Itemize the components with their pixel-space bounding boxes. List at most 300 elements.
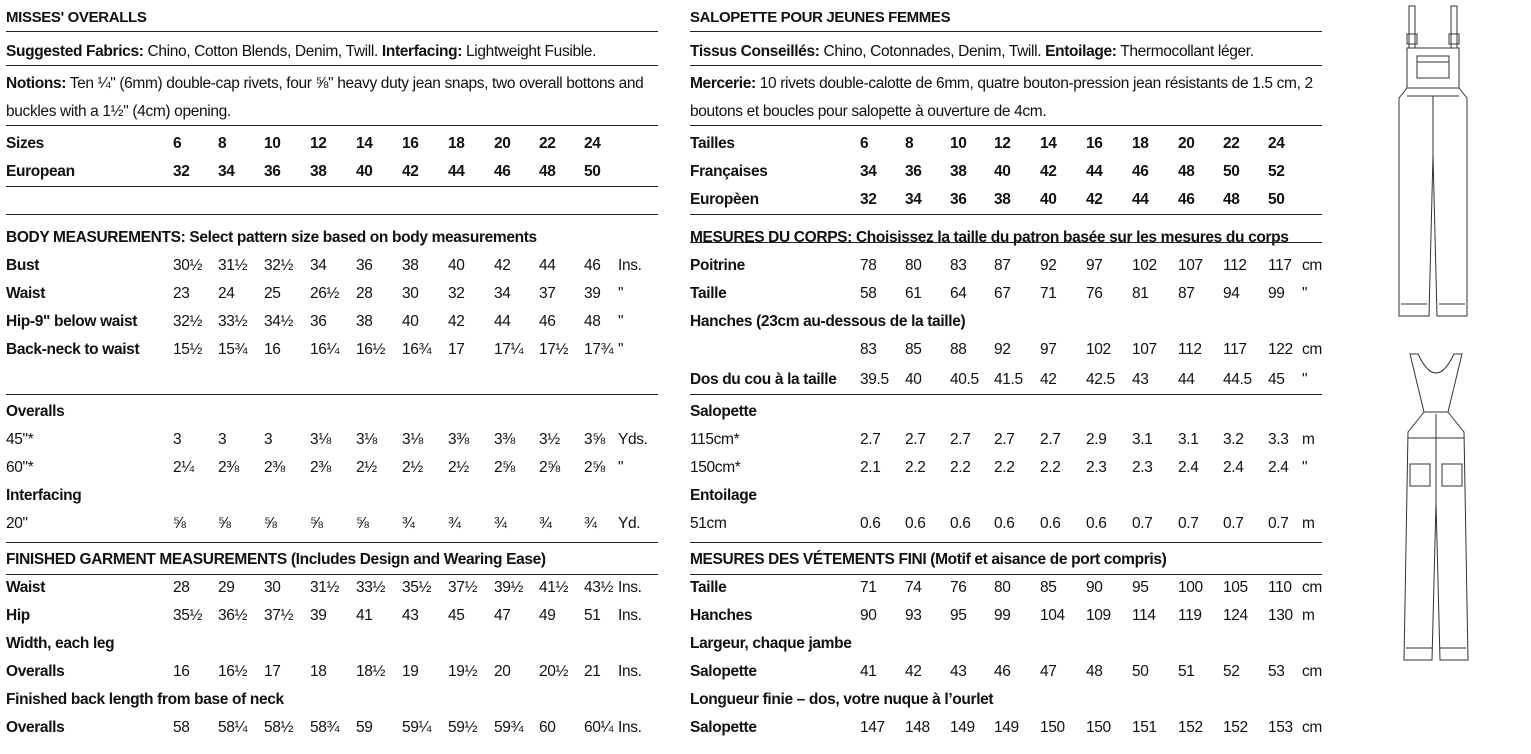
table-cell: 87 (994, 257, 1011, 274)
notions-text: 10 rivets double-calotte de 6mm, quatre bouton-pression jean résistants de 1.5 cm, 2 boutons et boucles pour salopette à ouverture de 4cm. (690, 75, 1313, 120)
table-cell: ⅝ (264, 515, 277, 532)
table-cell: 3⅜ (494, 431, 515, 448)
table-cell: 152 (1178, 719, 1203, 736)
section-heading (690, 482, 1322, 510)
table-cell: 83 (860, 341, 877, 358)
row-label: Finished back length from base of neck (6, 691, 284, 708)
table-cell: 105 (1223, 579, 1248, 596)
table-cell: 44 (1178, 371, 1195, 388)
unit-label: cm (1302, 257, 1322, 274)
table-cell: 30½ (173, 257, 203, 274)
table-cell: 88 (950, 341, 967, 358)
table-cell: 0.6 (860, 515, 881, 532)
row-label: Europèen (690, 191, 759, 208)
table-cell: 59 (356, 719, 373, 736)
row-label: Back-neck to waist (6, 341, 140, 358)
table-cell: 110 (1268, 579, 1292, 596)
table-cell: 95 (950, 607, 967, 624)
table-cell: 151 (1132, 719, 1157, 736)
notions-text: Ten ¼" (6mm) double-cap rivets, four ⅝" heavy duty jean snaps, two overall bottons and buckles with a 1½" (4cm) opening. (6, 75, 644, 120)
table-cell: 2⅜ (218, 459, 239, 476)
row-label: MESURES DES VÉTEMENTS FINI (Motif et aisance de port compris) (690, 551, 1167, 568)
table-cell: 3 (173, 431, 182, 448)
table-cell: 43 (402, 607, 419, 624)
table-cell: 46 (584, 257, 601, 274)
table-cell: 67 (994, 285, 1011, 302)
table-cell: 36 (356, 257, 373, 274)
table-cell: 46 (494, 163, 511, 180)
table-cell: ¾ (448, 515, 461, 532)
table-cell: 16 (402, 135, 419, 152)
section-heading (690, 398, 1322, 426)
table-cell: 48 (1086, 663, 1103, 680)
table-cell: 25 (264, 285, 281, 302)
table-cell: 46 (994, 663, 1011, 680)
table-cell: 41 (356, 607, 373, 624)
table-cell: 97 (1040, 341, 1057, 358)
table-cell: 104 (1040, 607, 1065, 624)
row-label: BODY MEASUREMENTS: Select pattern size based on body measurements (6, 229, 537, 246)
table-cell: 36 (310, 313, 327, 330)
table-cell: 23 (173, 285, 190, 302)
table-cell: 2.4 (1223, 459, 1244, 476)
table-cell: 42 (494, 257, 511, 274)
table-cell: 41 (860, 663, 877, 680)
table-cell: 2⅜ (310, 459, 331, 476)
unit-label: m (1302, 431, 1315, 448)
table-cell: 3⅛ (356, 431, 377, 448)
table-cell: 2.4 (1178, 459, 1199, 476)
table-row (6, 130, 658, 158)
table-cell: 26½ (310, 285, 340, 302)
table-cell: 35½ (173, 607, 203, 624)
table-cell: 107 (1178, 257, 1203, 274)
table-cell: 50 (1223, 163, 1240, 180)
table-row (690, 252, 1322, 280)
table-cell: 36 (905, 163, 922, 180)
table-cell: 46 (539, 313, 556, 330)
table-cell: 18 (310, 663, 327, 680)
table-cell: 2½ (402, 459, 423, 476)
table-cell: 40 (905, 371, 922, 388)
fabrics-label: Suggested Fabrics: (6, 43, 144, 60)
table-row (690, 186, 1322, 214)
table-cell: 34 (218, 163, 235, 180)
table-cell: 40 (448, 257, 465, 274)
row-label: Waist (6, 285, 46, 302)
unit-label: Yd. (618, 515, 641, 532)
row-label: Interfacing (6, 487, 82, 504)
table-cell: 38 (356, 313, 373, 330)
table-cell: 39.5 (860, 371, 889, 388)
table-cell: 2⅝ (539, 459, 560, 476)
table-cell: 95 (1132, 579, 1149, 596)
table-cell: 0.6 (950, 515, 971, 532)
table-cell: 3.3 (1268, 431, 1289, 448)
table-cell: 3½ (539, 431, 560, 448)
table-cell: 2.7 (905, 431, 926, 448)
table-cell: 150 (1040, 719, 1065, 736)
notions-label: Notions: (6, 75, 67, 92)
table-cell: 29 (218, 579, 235, 596)
table-cell: 2.4 (1268, 459, 1289, 476)
table-cell: 0.7 (1223, 515, 1244, 532)
table-cell: 122 (1268, 341, 1293, 358)
table-cell: 16¾ (402, 341, 432, 358)
table-cell: 36 (950, 191, 967, 208)
divider (690, 214, 1322, 215)
row-label: Overalls (6, 403, 65, 420)
table-cell: 17 (448, 341, 465, 358)
table-cell: 50 (1268, 191, 1285, 208)
table-row (690, 426, 1322, 454)
chart-title (6, 4, 658, 32)
table-cell: 2¼ (173, 459, 194, 476)
unit-label: Ins. (618, 257, 642, 274)
table-cell: 0.6 (1086, 515, 1107, 532)
row-label: Salopette (690, 663, 757, 680)
table-cell: 34½ (264, 313, 294, 330)
table-cell: 20 (1178, 135, 1195, 152)
table-cell: 2.7 (950, 431, 971, 448)
table-cell: 36½ (218, 607, 248, 624)
table-cell: 148 (905, 719, 930, 736)
table-cell: 50 (1132, 663, 1149, 680)
table-row (6, 602, 658, 630)
table-cell: 39½ (494, 579, 524, 596)
table-cell: 59¾ (494, 719, 524, 736)
table-cell: ⅝ (218, 515, 231, 532)
table-cell: 92 (1040, 257, 1057, 274)
title-text: MISSES' OVERALLS (6, 9, 147, 26)
row-label: Salopette (690, 403, 757, 420)
table-cell: ¾ (402, 515, 415, 532)
table-cell: 44.5 (1223, 371, 1252, 388)
divider (6, 214, 658, 215)
row-label: Hip-9" below waist (6, 313, 138, 330)
table-cell: 2⅝ (494, 459, 515, 476)
table-cell: 60¼ (584, 719, 614, 736)
table-cell: 36 (264, 163, 281, 180)
table-cell: 10 (264, 135, 281, 152)
section-heading (6, 224, 658, 252)
table-cell: 44 (448, 163, 465, 180)
divider (6, 394, 658, 395)
table-row (690, 336, 1322, 364)
table-cell: 81 (1132, 285, 1149, 302)
table-cell: 64 (950, 285, 967, 302)
row-label: Salopette (690, 719, 757, 736)
table-cell: 32 (173, 163, 190, 180)
interfacing-text: Thermocollant léger. (1116, 43, 1254, 60)
table-cell: 45 (1268, 371, 1285, 388)
unit-label: " (618, 459, 624, 476)
table-cell: 2.1 (860, 459, 881, 476)
table-cell: 90 (1086, 579, 1103, 596)
overalls-front-icon (1395, 4, 1471, 320)
row-label: Hanches (23cm au-dessous de la taille) (690, 313, 966, 330)
table-cell: 40 (402, 313, 419, 330)
table-cell: 58½ (264, 719, 294, 736)
table-cell: 119 (1178, 607, 1202, 624)
table-cell: 2.9 (1086, 431, 1107, 448)
table-cell: 34 (310, 257, 327, 274)
table-cell: 147 (860, 719, 885, 736)
fabrics-text: Chino, Cotonnades, Denim, Twill. (819, 43, 1046, 60)
table-cell: 114 (1132, 607, 1156, 624)
table-cell: 2.2 (994, 459, 1015, 476)
table-cell: 15¾ (218, 341, 248, 358)
table-cell: 15½ (173, 341, 203, 358)
table-cell: 20½ (539, 663, 569, 680)
table-cell: 0.6 (994, 515, 1015, 532)
table-cell: 3⅝ (584, 431, 605, 448)
table-cell: 58¾ (310, 719, 340, 736)
table-cell: 28 (173, 579, 190, 596)
title-text: SALOPETTE POUR JEUNES FEMMES (690, 9, 951, 26)
table-cell: 16 (264, 341, 281, 358)
chart-title (690, 4, 1322, 32)
table-cell: 58¼ (218, 719, 248, 736)
table-cell: 30 (264, 579, 281, 596)
table-row (690, 280, 1322, 308)
table-cell: 117 (1268, 257, 1292, 274)
table-cell: 19½ (448, 663, 478, 680)
table-row (690, 454, 1322, 482)
table-cell: 21 (584, 663, 601, 680)
table-cell: 78 (860, 257, 877, 274)
table-row (6, 308, 658, 336)
table-cell: 34 (494, 285, 511, 302)
table-cell: 40 (356, 163, 373, 180)
table-row (6, 658, 658, 686)
table-cell: 3⅛ (310, 431, 331, 448)
table-cell: 8 (218, 135, 227, 152)
table-cell: 37 (539, 285, 556, 302)
table-cell: 28 (356, 285, 373, 302)
table-cell: 2.2 (1040, 459, 1061, 476)
table-cell: 2.7 (860, 431, 881, 448)
section-heading (690, 224, 1322, 252)
table-cell: 0.7 (1268, 515, 1289, 532)
unit-label: cm (1302, 719, 1322, 736)
table-cell: 0.6 (905, 515, 926, 532)
table-row (690, 602, 1322, 630)
fabrics-line (690, 38, 1322, 66)
section-heading (6, 546, 658, 574)
table-cell: 52 (1223, 663, 1240, 680)
row-label: Taille (690, 579, 727, 596)
table-cell: 44 (1132, 191, 1149, 208)
table-cell: 45 (448, 607, 465, 624)
row-label: Width, each leg (6, 635, 115, 652)
row-label: Waist (6, 579, 46, 596)
table-cell: 99 (994, 607, 1011, 624)
table-cell: 17½ (539, 341, 569, 358)
notions-line (6, 70, 658, 126)
table-cell: 117 (1223, 341, 1247, 358)
table-cell: 37½ (448, 579, 478, 596)
table-cell: 37½ (264, 607, 294, 624)
table-cell: 34 (905, 191, 922, 208)
row-label: 115cm* (690, 431, 740, 448)
table-cell: 20 (494, 663, 511, 680)
table-cell: 18½ (356, 663, 386, 680)
table-cell: 41.5 (994, 371, 1023, 388)
table-cell: 17¾ (584, 341, 614, 358)
table-cell: 8 (905, 135, 914, 152)
table-cell: 39 (310, 607, 327, 624)
table-row (6, 280, 658, 308)
table-cell: 38 (402, 257, 419, 274)
table-cell: 2.2 (950, 459, 971, 476)
table-cell: 32 (860, 191, 877, 208)
table-cell: 76 (950, 579, 967, 596)
table-cell: 16 (1086, 135, 1103, 152)
table-cell: 6 (173, 135, 182, 152)
table-cell: 30 (402, 285, 419, 302)
table-cell: 149 (950, 719, 975, 736)
table-cell: 24 (218, 285, 235, 302)
table-cell: 61 (905, 285, 922, 302)
section-heading (6, 398, 658, 426)
table-cell: 85 (905, 341, 922, 358)
table-cell: 109 (1086, 607, 1111, 624)
unit-label: " (1302, 285, 1308, 302)
table-cell: 41½ (539, 579, 569, 596)
table-row (690, 366, 1322, 394)
table-cell: 16 (173, 663, 190, 680)
unit-label: " (618, 341, 624, 358)
table-row (6, 336, 658, 364)
table-cell: 87 (1178, 285, 1195, 302)
table-cell: ⅝ (310, 515, 323, 532)
table-row (6, 574, 658, 602)
fabrics-text: Chino, Cotton Blends, Denim, Twill. (143, 43, 382, 60)
divider (6, 574, 658, 575)
table-cell: 71 (1040, 285, 1057, 302)
table-cell: 12 (994, 135, 1011, 152)
interfacing-label: Interfacing: (381, 43, 463, 60)
fabrics-label: Tissus Conseillés: (690, 43, 820, 60)
table-row (690, 130, 1322, 158)
table-cell: 42 (402, 163, 419, 180)
table-row (6, 714, 658, 742)
table-row (690, 658, 1322, 686)
table-cell: ⅝ (356, 515, 369, 532)
divider (690, 542, 1322, 543)
unit-label: Ins. (618, 663, 642, 680)
row-label: 45"* (6, 431, 34, 448)
table-cell: 48 (584, 313, 601, 330)
row-label: Overalls (6, 663, 65, 680)
table-row (6, 252, 658, 280)
table-cell: 47 (1040, 663, 1057, 680)
table-cell: 33½ (356, 579, 386, 596)
table-cell: 22 (539, 135, 556, 152)
table-cell: 42 (448, 313, 465, 330)
row-label: Entoilage (690, 487, 757, 504)
table-cell: 32 (448, 285, 465, 302)
table-cell: 18 (1132, 135, 1149, 152)
table-cell: 43 (950, 663, 967, 680)
table-cell: 48 (539, 163, 556, 180)
section-heading (6, 482, 658, 510)
row-label: 20" (6, 515, 28, 532)
section-heading (690, 546, 1322, 574)
table-cell: 44 (1086, 163, 1103, 180)
divider (690, 394, 1322, 395)
section-heading (6, 630, 658, 658)
table-cell: 52 (1268, 163, 1285, 180)
table-cell: 49 (539, 607, 556, 624)
table-cell: 2.2 (905, 459, 926, 476)
table-cell: 6 (860, 135, 869, 152)
table-cell: 112 (1223, 257, 1247, 274)
table-cell: 51 (584, 607, 601, 624)
table-cell: 17¼ (494, 341, 524, 358)
row-label: FINISHED GARMENT MEASUREMENTS (Includes Design and Wearing Ease) (6, 551, 546, 568)
table-cell: 42.5 (1086, 371, 1115, 388)
table-cell: 2½ (448, 459, 469, 476)
table-cell: 71 (860, 579, 877, 596)
table-cell: 3⅜ (448, 431, 469, 448)
unit-label: Ins. (618, 607, 642, 624)
table-cell: 59½ (448, 719, 478, 736)
table-cell: 18 (448, 135, 465, 152)
row-label: Françaises (690, 163, 768, 180)
row-label: MESURES DU CORPS: Choisissez la taille du patron basée sur les mesures du corps (690, 229, 1289, 246)
unit-label: cm (1302, 341, 1322, 358)
table-cell: 100 (1178, 579, 1203, 596)
table-cell: 0.7 (1178, 515, 1199, 532)
table-cell: 149 (994, 719, 1019, 736)
table-cell: 38 (994, 191, 1011, 208)
row-label: Longueur finie – dos, votre nuque à l’ourlet (690, 691, 994, 708)
table-cell: 40 (994, 163, 1011, 180)
table-cell: 43 (1132, 371, 1149, 388)
table-cell: 94 (1223, 285, 1240, 302)
table-cell: 59¼ (402, 719, 432, 736)
table-cell: 39 (584, 285, 601, 302)
table-cell: 2.7 (1040, 431, 1061, 448)
table-cell: 44 (539, 257, 556, 274)
table-cell: 124 (1223, 607, 1248, 624)
divider (690, 242, 1322, 243)
unit-label: m (1302, 607, 1315, 624)
row-label: 60"* (6, 459, 34, 476)
table-cell: 40.5 (950, 371, 979, 388)
unit-label: Ins. (618, 719, 642, 736)
table-cell: 80 (994, 579, 1011, 596)
table-cell: 46 (1178, 191, 1195, 208)
table-cell: 2.7 (994, 431, 1015, 448)
table-row (6, 158, 658, 186)
table-cell: 40 (1040, 191, 1057, 208)
table-cell: 93 (905, 607, 922, 624)
section-heading (690, 686, 1322, 714)
table-cell: 17 (264, 663, 281, 680)
table-row (690, 574, 1322, 602)
table-cell: 12 (310, 135, 327, 152)
table-cell: ¾ (494, 515, 507, 532)
divider (690, 574, 1322, 575)
row-label: Bust (6, 257, 40, 274)
table-cell: 16¼ (310, 341, 340, 358)
table-cell: 42 (1040, 371, 1057, 388)
table-cell: ¾ (539, 515, 552, 532)
table-cell: 32½ (264, 257, 294, 274)
